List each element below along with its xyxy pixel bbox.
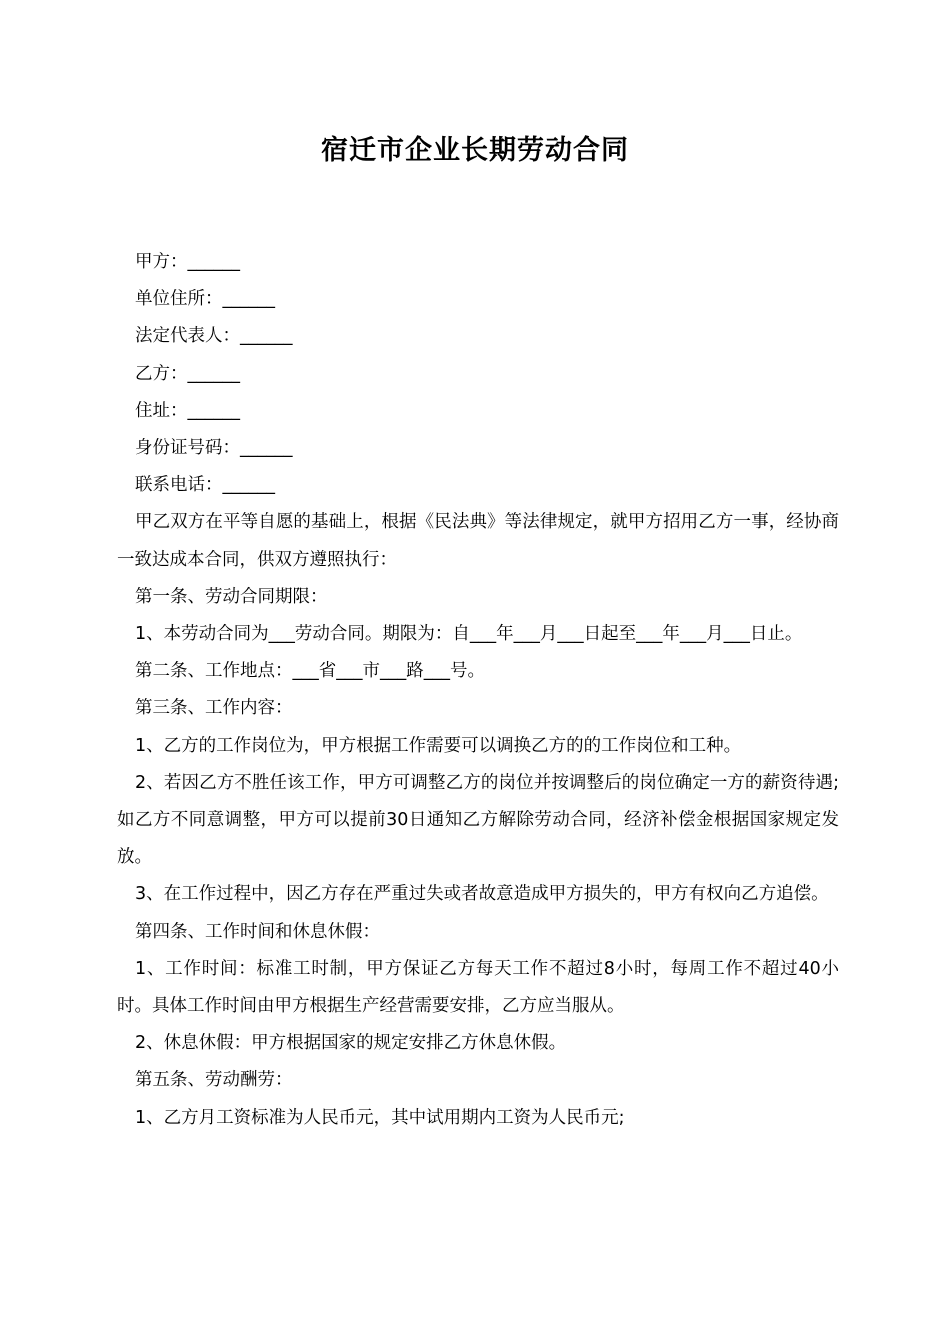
article-4-clause-1: 1、工作时间：标准工时制，甲方保证乙方每天工作不超过8小时，每周工作不超过40小时。具体工作时间由甲方根据生产经营需要安排，乙方应当服从。 (117, 958, 839, 1017)
party-a-line: 甲方：______ (135, 252, 240, 272)
article-1-clause-1: 1、本劳动合同为___劳动合同。期限为：自___年___月___日起至___年___月___日止。 (135, 624, 803, 645)
article-3-clause-3: 3、在工作过程中，因乙方存在严重过失或者故意造成甲方损失的，甲方有权向乙方追偿。 (135, 884, 829, 905)
phone-line: 联系电话：______ (135, 475, 275, 496)
party-b-line: 乙方：______ (135, 363, 240, 384)
address-line: 住址：______ (135, 400, 240, 421)
id-number-line: 身份证号码：______ (135, 438, 293, 459)
article-3-clause-2: 2、若因乙方不胜任该工作，甲方可调整乙方的岗位并按调整后的岗位确定一方的薪资待遇;如乙方不同意调整，甲方可以提前30日通知乙方解除劳动合同，经济补偿金根据国家规定发放。 (117, 772, 839, 868)
legal-representative-line: 法定代表人：______ (135, 326, 293, 347)
article-5-clause-1: 1、乙方月工资标准为人民币元，其中试用期内工资为人民币元; (135, 1107, 625, 1128)
company-address-line: 单位住所：______ (135, 289, 275, 310)
article-2-heading: 第二条、工作地点：___省___市___路___号。 (135, 661, 485, 682)
article-3-heading: 第三条、工作内容： (135, 698, 293, 719)
document-body (117, 244, 839, 1137)
article-4-heading: 第四条、工作时间和休息休假： (135, 921, 380, 942)
preamble-paragraph: 甲乙双方在平等自愿的基础上，根据《民法典》等法律规定，就甲方招用乙方一事，经协商一致达成本合同，供双方遵照执行： (117, 512, 839, 570)
article-5-heading: 第五条、劳动酬劳： (135, 1070, 293, 1091)
article-1-heading: 第一条、劳动合同期限： (135, 586, 328, 607)
document-title: 宿迁市企业长期劳动合同 (321, 135, 629, 166)
article-4-clause-2: 2、休息休假：甲方根据国家的规定安排乙方休息休假。 (135, 1033, 567, 1054)
article-3-clause-1: 1、乙方的工作岗位为，甲方根据工作需要可以调换乙方的的工作岗位和工种。 (135, 735, 742, 756)
